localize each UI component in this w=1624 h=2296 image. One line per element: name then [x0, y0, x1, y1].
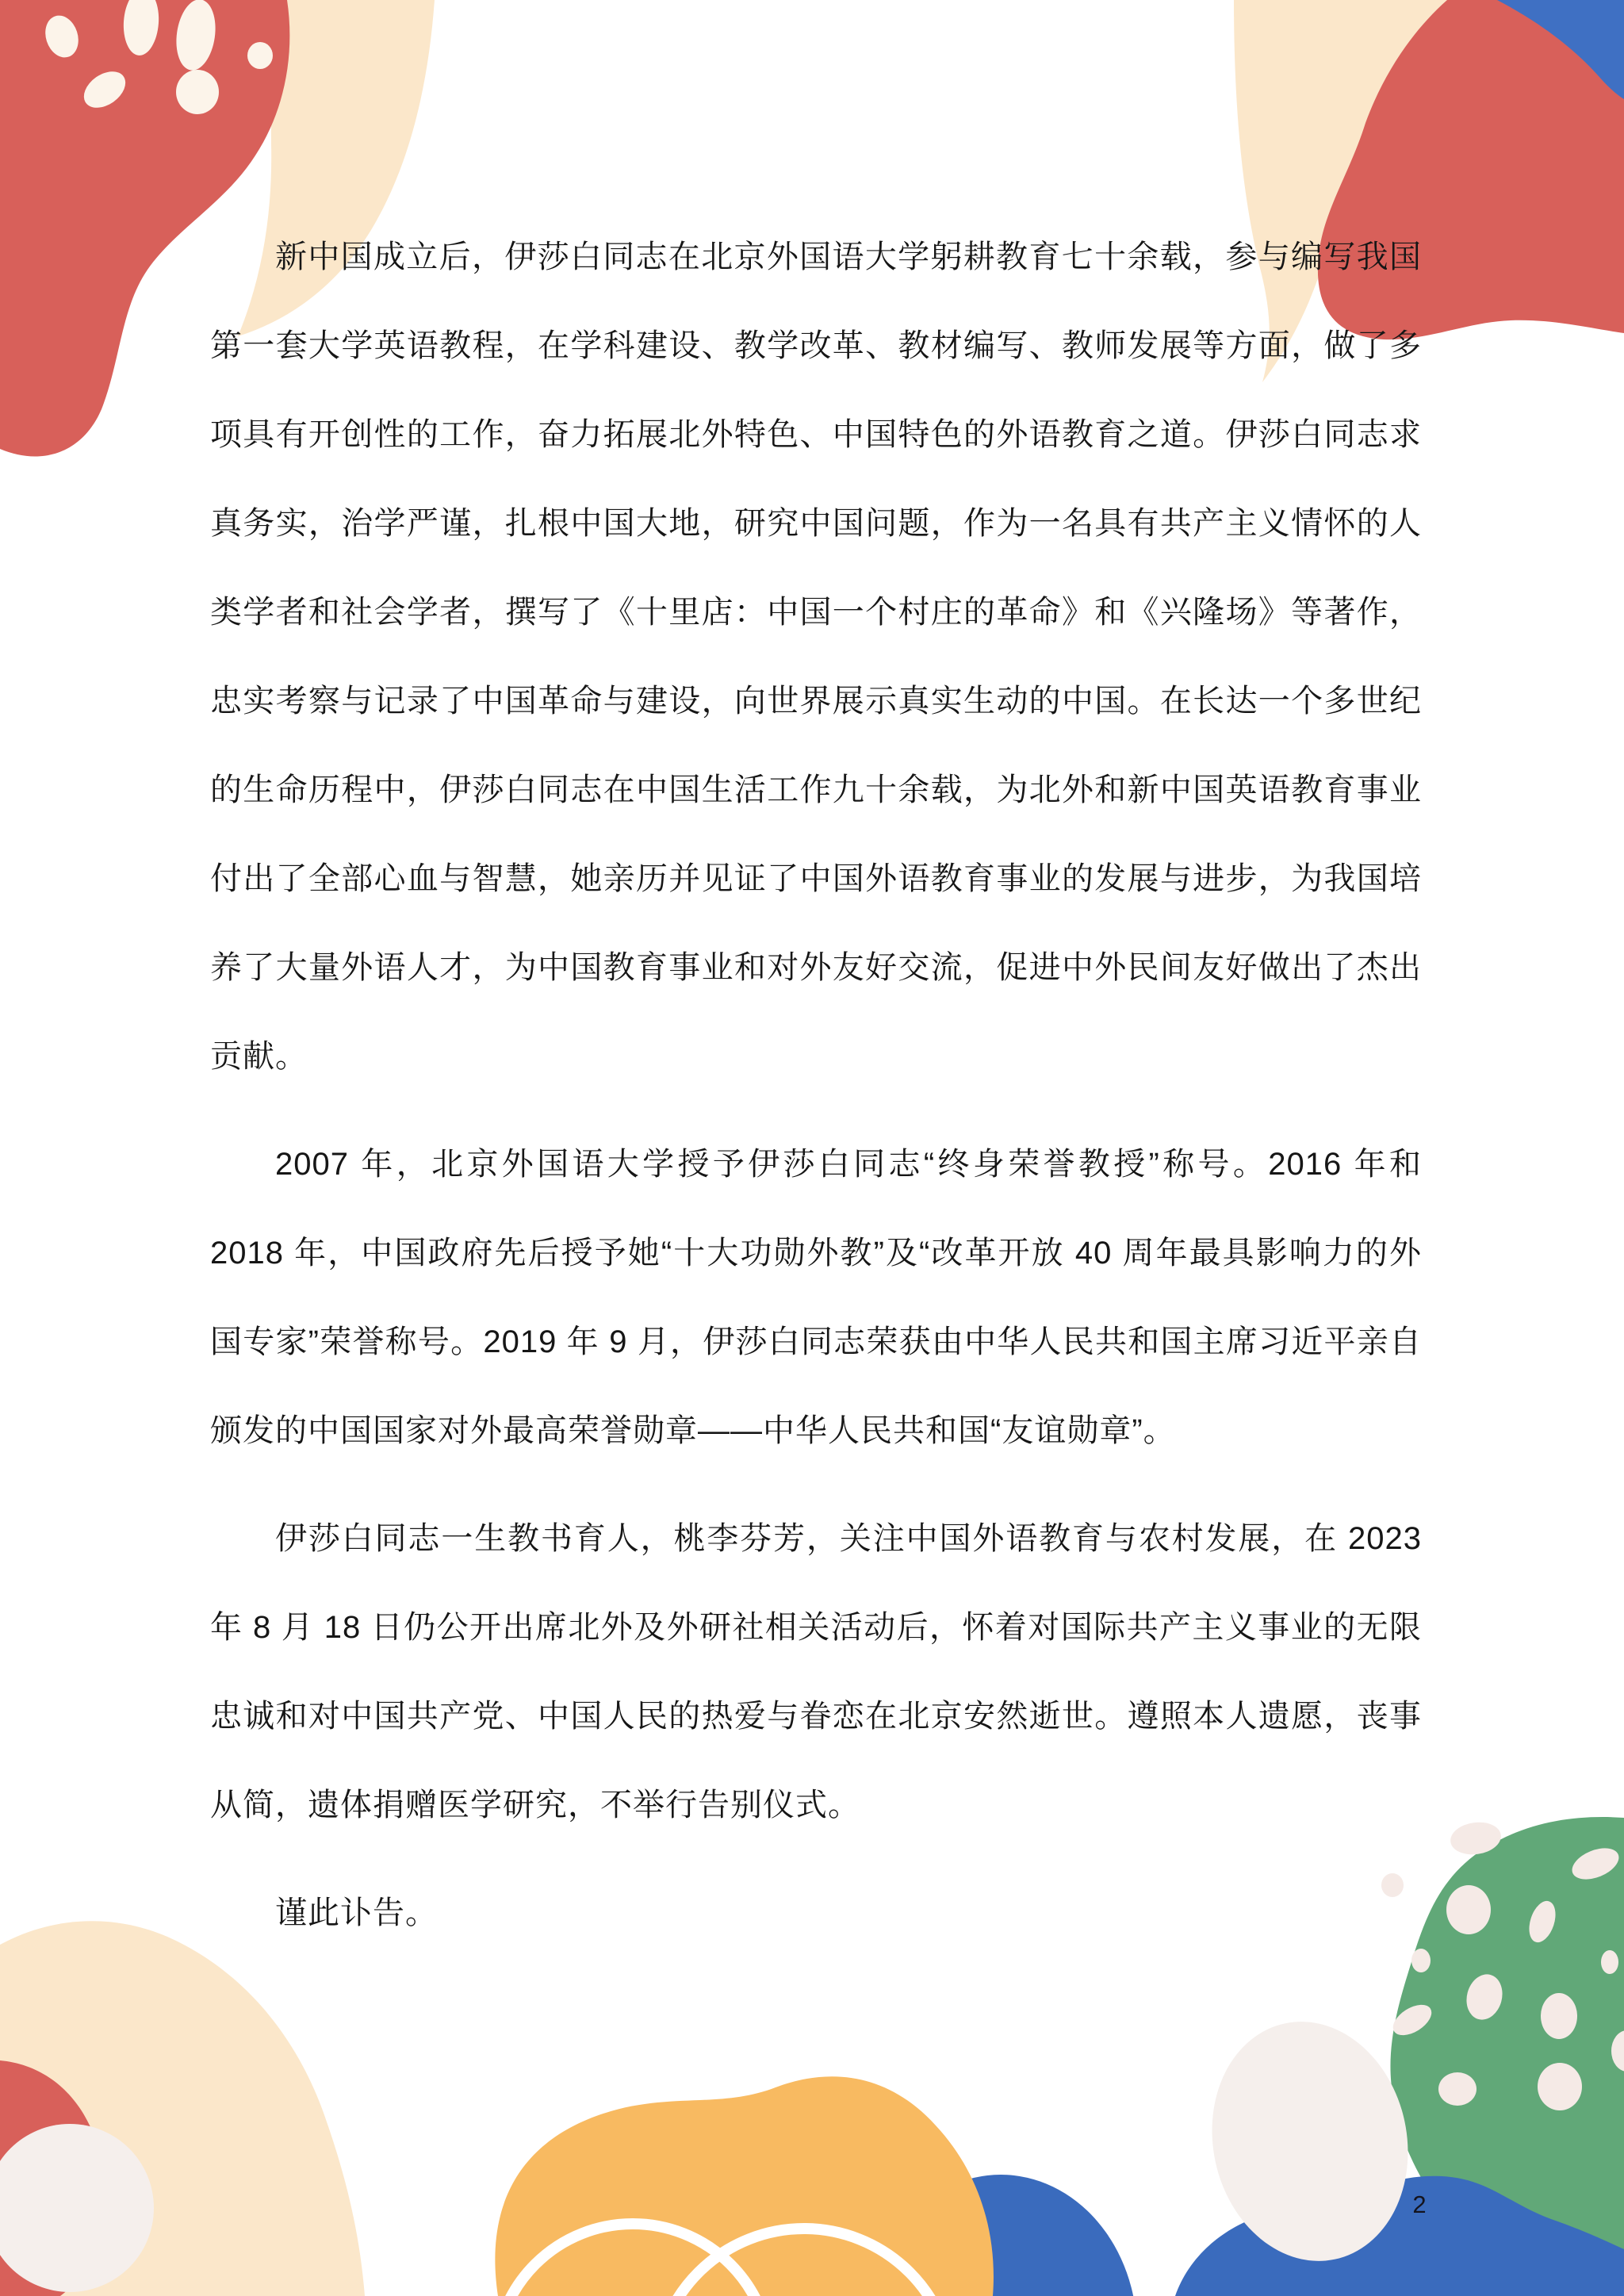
- dot: [247, 42, 273, 69]
- paragraph: 2007 年，北京外国语大学授予伊莎白同志“终身荣誉教授”称号。2016 年和 2018 年，中国政府先后授予她“十大功勋外教”及“改革开放 40 周年最具影响力的外国专家”荣誉称号。2019 年 9 月，伊莎白同志荣获由中华人民共和国主席习近平亲自颁发的中国国家对外最高荣誉勋章——中华人民共和国“友谊勋章”。: [210, 1147, 1422, 1448]
- dot: [1538, 2063, 1582, 2110]
- paragraph: 新中国成立后，伊莎白同志在北京外国语大学躬耕教育七十余载，参与编写我国第一套大学英语教程，在学科建设、教学改革、教材编写、教师发展等方面，做了多项具有开创性的工作，奋力拓展北外特色、中国特色的外语教育之道。伊莎白同志求真务实，治学严谨，扎根中国大地，研究中国问题，作为一名具有共产主义情怀的人类学者和社会学者，撰写了《十里店：中国一个村庄的革命》和《兴隆场》等著作，忠实考察与记录了中国革命与建设，向世界展示真实生动的中国。在长达一个多世纪的生命历程中，伊莎白同志在中国生活工作九十余载，为北外和新中国英语教育事业付出了全部心血与智慧，她亲历并见证了中国外语教育事业的发展与进步，为我国培养了大量外语人才，为中国教育事业和对外友好交流，促进中外民间友好做出了杰出贡献。: [210, 240, 1422, 1074]
- dot: [1601, 1950, 1618, 1974]
- paragraph: 伊莎白同志一生教书育人，桃李芬芳，关注中国外语教育与农村发展，在 2023 年 8 月 18 日仍公开出席北外及外研社相关活动后，怀着对国际共产主义事业的无限忠诚和对中国共产党、中国人民的热爱与眷恋在北京安然逝世。遵照本人遗愿，丧事从简，遗体捐赠医学研究，不举行告别仪式。: [210, 1521, 1422, 1823]
- dot: [1446, 1885, 1491, 1934]
- decoration-bottom-left: [0, 1921, 365, 2296]
- dot: [176, 70, 219, 114]
- page-number: 2: [1412, 2191, 1427, 2218]
- paragraph: 谨此讣告。: [275, 1895, 438, 1930]
- yellow-blob-bottom: [495, 2076, 994, 2296]
- decoration-bottom-center: [495, 2076, 1137, 2296]
- dot: [1438, 2072, 1477, 2106]
- dot: [1541, 1993, 1577, 2039]
- document-body: [210, 213, 1422, 1976]
